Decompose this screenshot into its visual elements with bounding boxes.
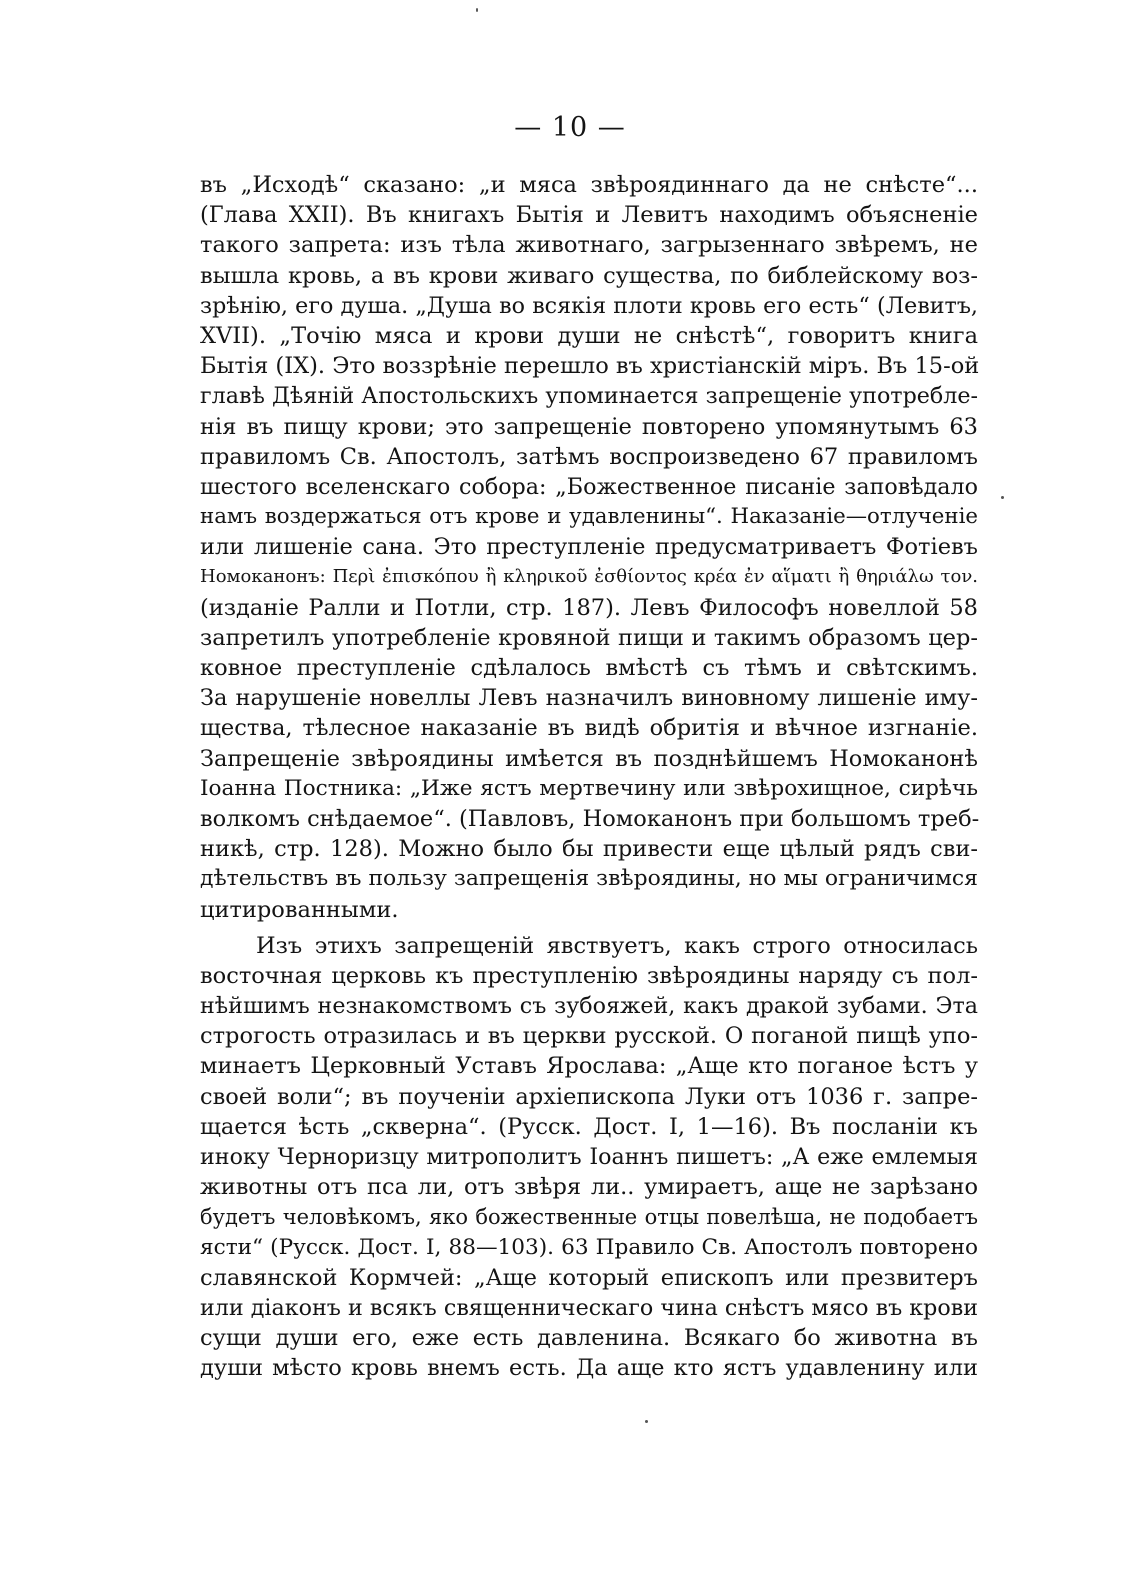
text-line: главѣ Дѣяній Апостольскихъ упоминается запрещеніе употребле-: [200, 383, 978, 410]
body-text: [200, 170, 978, 1384]
text-line: своей воли“; въ поученіи архіепископа Луки отъ 1036 г. запре-: [200, 1083, 978, 1110]
text-line: нѣйшимъ незнакомствомъ съ зубояжей, какъ дракой зубами. Эта: [200, 993, 978, 1020]
text-line: Іоанна Постника: „Иже ястъ мертвечину или звѣрохищное, сирѣчь: [200, 775, 978, 801]
text-line: (изданіе Ралли и Потли, стр. 187). Левъ Философъ новеллой 58: [200, 594, 978, 621]
greek-text-line: Номоканонъ: Περὶ ἐπισκόπου ἢ κληρικοῦ ἐσθίοντος κρέα ἐν αἵματι ἢ θηριάλω τον.: [200, 566, 978, 588]
text-line: намъ воздержаться отъ крове и удавленины“. Наказаніе—отлученіе: [200, 504, 978, 530]
text-line: дѣтельствъ въ пользу запрещенія звѣроядины, но мы ограничимся: [200, 866, 978, 892]
text-line: (Глава XXII). Въ книгахъ Бытія и Левитъ находимъ объясненіе: [200, 202, 978, 229]
text-line: правиломъ Св. Апостолъ, затѣмъ воспроизведено 67 правиломъ: [200, 443, 978, 470]
scan-speck: [476, 8, 478, 12]
text-line: сущи души его, еже есть давленина. Всякаго бо животна въ: [200, 1325, 978, 1352]
text-line: Изъ этихъ запрещеній явствуетъ, какъ строго относилась: [256, 932, 978, 959]
paragraph-2: [200, 931, 978, 1384]
text-line: щается ѣсть „скверна“. (Русск. Дост. I, 1—16). Въ посланіи къ: [200, 1113, 978, 1140]
text-line: никѣ, стр. 128). Можно было бы привести еще цѣлый рядъ сви-: [200, 836, 978, 863]
scan-speck: [1001, 496, 1004, 499]
text-line: Запрещеніе звѣроядины имѣется въ позднѣйшемъ Номоканонѣ: [200, 745, 978, 772]
text-line: Бытія (IX). Это воззрѣніе перешло въ христіанскій міръ. Въ 15-ой: [200, 353, 980, 380]
text-line: ясти“ (Русск. Дост. I, 88—103). 63 Правило Св. Апостолъ повторено: [200, 1234, 978, 1260]
page-number: — 10 —: [514, 112, 626, 143]
text-line: восточная церковь къ преступленію звѣроядины наряду съ пол-: [200, 962, 978, 989]
text-line: или лишеніе сана. Это преступленіе предусматриваетъ Фотіевъ: [200, 534, 978, 561]
text-line: шестого вселенскаго собора: „Божественное писаніе заповѣдало: [200, 473, 978, 500]
text-line: будетъ человѣкомъ, яко божественные отцы повелѣша, не подобаетъ: [200, 1205, 978, 1230]
text-line: строгость отразилась и въ церкви русской. О поганой пищѣ упо-: [200, 1023, 978, 1050]
paragraph-1: [200, 170, 978, 925]
text-line: цитированными.: [200, 896, 399, 923]
scan-speck: [645, 1420, 648, 1423]
text-line: запретилъ употребленіе кровяной пищи и такимъ образомъ цер-: [200, 624, 978, 651]
text-line: вышла кровь, а въ крови живаго существа, по библейскому воз-: [200, 262, 978, 289]
text-line: души мѣсто кровь внемъ есть. Да аще кто ястъ удавленину или: [200, 1355, 978, 1382]
text-line: животны отъ пса ли, отъ звѣря ли.. умираетъ, аще не зарѣзано: [200, 1174, 978, 1201]
text-line: минаетъ Церковный Уставъ Ярослава: „Аще кто поганое ѣстъ у: [200, 1053, 978, 1080]
text-line: иноку Черноризцу митрополитъ Іоаннъ пишетъ: „А еже емлемыя: [200, 1144, 978, 1170]
text-line: такого запрета: изъ тѣла животнаго, загрызеннаго звѣремъ, не: [200, 232, 978, 259]
text-line: въ „Исходѣ“ сказано: „и мяса звѣроядиннаго да не снѣсте“...: [200, 172, 978, 198]
text-line: славянской Кормчей: „Аще который епископъ или презвитеръ: [200, 1264, 978, 1291]
text-line: XVII). „Точію мяса и крови души не снѣстѣ“, говоритъ книга: [200, 322, 978, 349]
text-line: щества, тѣлесное наказаніе въ видѣ обритія и вѣчное изгнаніе.: [200, 715, 978, 742]
text-line: волкомъ снѣдаемое“. (Павловъ, Номоканонъ при большомъ треб-: [200, 805, 980, 832]
text-line: нія въ пищу крови; это запрещеніе повторено упомянутымъ 63: [200, 413, 978, 440]
text-line: зрѣнію, его душа. „Душа во всякія плоти кровь его есть“ (Левитъ,: [200, 292, 978, 319]
text-line: или діаконъ и всякъ священническаго чина снѣстъ мясо въ крови: [200, 1294, 978, 1321]
text-line: За нарушеніе новеллы Левъ назначилъ виновному лишеніе иму-: [200, 685, 978, 712]
text-line: ковное преступленіе сдѣлалось вмѣстѣ съ тѣмъ и свѣтскимъ.: [200, 655, 978, 681]
